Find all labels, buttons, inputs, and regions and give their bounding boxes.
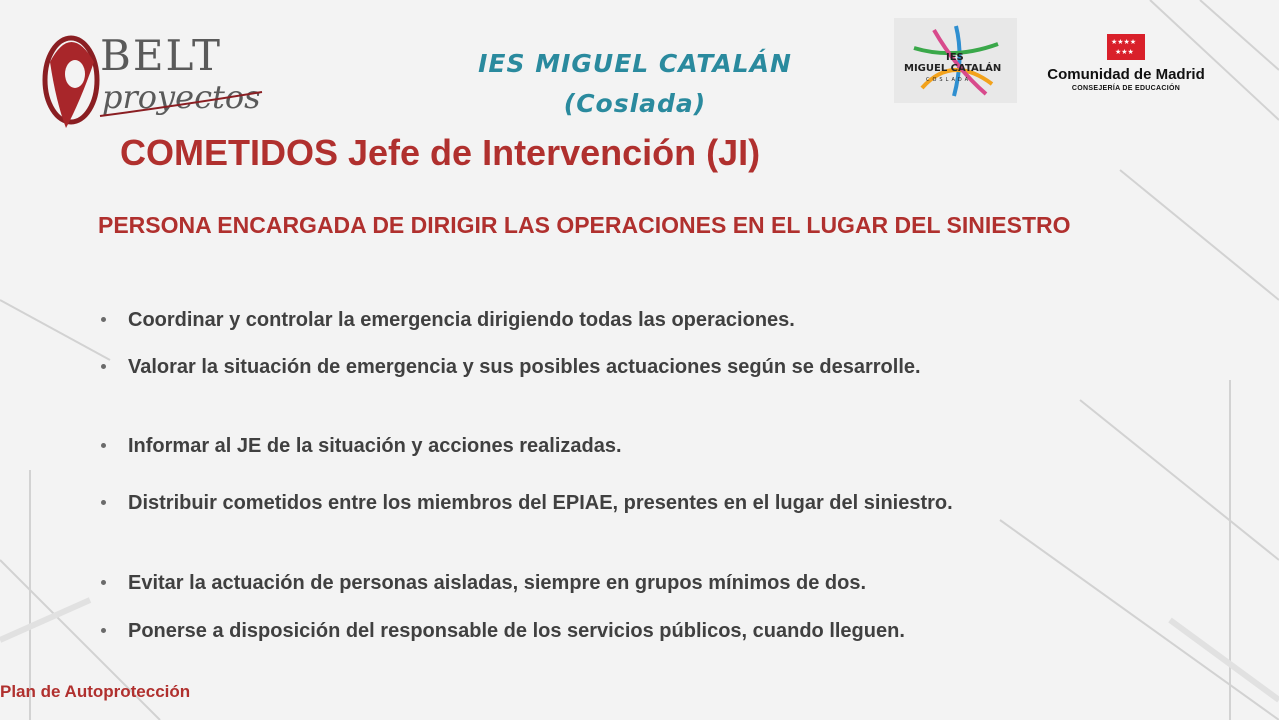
madrid-flag-icon <box>1036 34 1216 66</box>
bullet-icon <box>101 364 106 369</box>
footer-label: Plan de Autoprotección <box>0 682 191 701</box>
list-item <box>98 619 1144 643</box>
ies-star-icon <box>894 18 1017 103</box>
bullet-icon <box>101 628 106 633</box>
ies-miguel-catalan-logo <box>894 18 1017 103</box>
bullet-icon <box>101 580 106 585</box>
page-title: COMETIDOS Jefe de Intervención (JI) <box>120 132 761 173</box>
list-item-text: Evitar la actuación de personas aisladas, siempre en grupos mínimos de dos. <box>128 572 867 594</box>
list-item-text: Ponerse a disposición del responsable de los servicios públicos, cuando lleguen. <box>128 620 905 642</box>
svg-text:IES: IES <box>946 52 964 63</box>
svg-text:COSLADA: COSLADA <box>926 77 972 83</box>
belt-proyectos-logo <box>36 22 266 132</box>
list-item <box>98 571 1144 595</box>
list-item-text: Distribuir cometidos entre los miembros del EPIAE, presentes en el lugar del siniestro. <box>128 492 953 514</box>
svg-text:proyectos: proyectos <box>102 78 261 116</box>
bullet-icon <box>101 443 106 448</box>
school-city: (Coslada) <box>563 89 707 118</box>
bullet-icon <box>101 317 106 322</box>
list-item-text: Valorar la situación de emergencia y sus posibles actuaciones según se desarrolle. <box>128 356 921 378</box>
list-item <box>98 486 1144 520</box>
list-item-text: Coordinar y controlar la emergencia dirigiendo todas las operaciones. <box>128 309 795 331</box>
svg-text:BELT: BELT <box>100 31 223 80</box>
comunidad-madrid-logo <box>1036 34 1216 96</box>
slide-subtitle: PERSONA ENCARGADA DE DIRIGIR LAS OPERACIONES EN EL LUGAR DEL SINIESTRO <box>98 212 1071 238</box>
madrid-name: Comunidad de Madrid <box>1047 66 1205 83</box>
list-item <box>98 308 1144 332</box>
svg-text:★★★★: ★★★★ <box>1111 38 1137 46</box>
list-item <box>98 355 1144 379</box>
svg-text:★★★: ★★★ <box>1115 48 1134 56</box>
school-name: IES MIGUEL CATALÁN <box>478 49 792 78</box>
bullet-icon <box>101 500 106 505</box>
madrid-department: CONSEJERÍA DE EDUCACIÓN <box>1071 85 1181 92</box>
list-item-text: Informar al JE de la situación y acciones realizadas. <box>128 435 622 457</box>
svg-text:MIGUEL CATALÁN: MIGUEL CATALÁN <box>904 63 1002 74</box>
list-item <box>98 434 1144 458</box>
school-header <box>420 44 850 124</box>
